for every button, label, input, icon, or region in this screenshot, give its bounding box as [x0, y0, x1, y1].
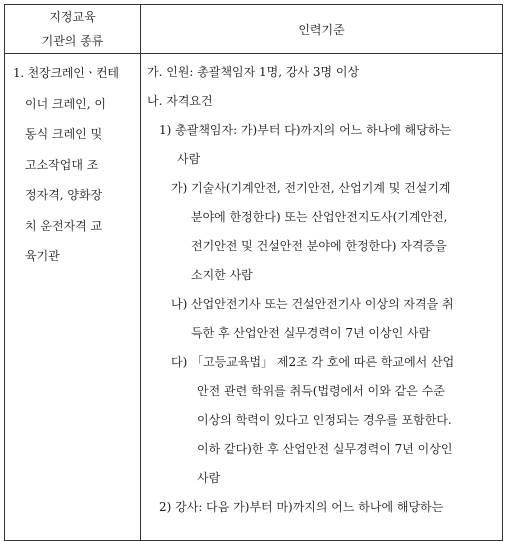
criteria-line-chief-2: 사람: [177, 152, 201, 166]
header-personnel-criteria: 인력기준: [141, 5, 503, 54]
header-left-line-1: 지정교육: [49, 10, 96, 24]
criteria-line-ga-3: 전기안전 및 건설안전 분야에 한정한다) 자격증을: [191, 239, 447, 253]
table-header-row: [5, 5, 503, 54]
criteria-line-ga-2: 분야에 한정한다) 또는 산업안전지도사(기계안전,: [191, 210, 448, 224]
criteria-line-personnel: 가. 인원: 총괄책임자 1명, 강사 3명 이상: [147, 65, 360, 79]
criteria-cell: [141, 54, 503, 541]
criteria-line-na-2: 득한 후 산업안전 실무경력이 7년 이상인 사람: [191, 326, 431, 340]
criteria-line-ga-1: 가) 기술사(기계안전, 전기안전, 산업기계 및 건설기계: [171, 181, 451, 195]
table-row: [5, 54, 503, 541]
header-institution-kind: [5, 5, 141, 54]
header-left-line-2: 기관의 종류: [41, 34, 104, 48]
kind-line-2: 이너 크레인, 이: [25, 96, 106, 111]
criteria-line-chief-1: 1) 총괄책임자: 가)부터 다)까지의 어느 하나에 해당하는: [159, 123, 452, 137]
kind-line-6: 치 운전자격 교: [25, 218, 103, 233]
criteria-line-da-2: 안전 관련 학위를 취득(법령에서 이와 같은 수준: [197, 384, 445, 398]
kind-line-5: 정자격, 양화장: [25, 188, 103, 202]
criteria-line-da-4: 이하 같다)한 후 산업안전 실무경력이 7년 이상인: [197, 442, 453, 456]
kind-line-4: 고소작업대 조: [25, 157, 99, 172]
kind-line-3: 동식 크레인 및: [25, 127, 103, 141]
criteria-line-da-1: 다) 「고등교육법」 제2조 각 호에 따른 학교에서 산업: [171, 355, 455, 369]
criteria-line-da-5: 사람: [197, 471, 221, 485]
institution-kind-cell: [5, 54, 141, 541]
kind-line-7: 육기관: [25, 249, 60, 263]
criteria-line-da-3: 이상의 학력이 있다고 인정되는 경우를 포함한다.: [197, 413, 452, 427]
criteria-line-qualifications: 나. 자격요건: [147, 94, 213, 108]
criteria-line-na-1: 나) 산업안전기사 또는 건설안전기사 이상의 자격을 취: [171, 297, 454, 311]
kind-line-1: 1. 천장크레인ㆍ컨테: [13, 66, 119, 80]
personnel-standards-table: [4, 4, 503, 541]
criteria-line-instructor: 2) 강사: 다음 가)부터 마)까지의 어느 하나에 해당하는: [159, 500, 444, 514]
criteria-line-ga-4: 소지한 사람: [191, 268, 253, 282]
